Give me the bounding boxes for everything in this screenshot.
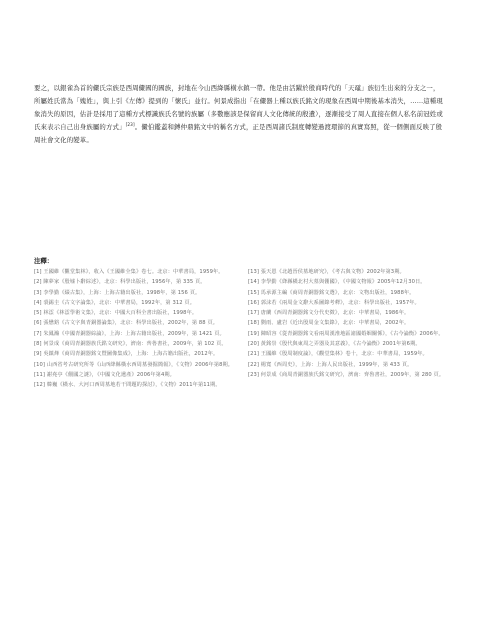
note-item: [2] 陳夢家《殷墟卜辭綜述》，北京：科學出版社，1956年，第 335 頁。 — [34, 279, 206, 286]
note-item: [22] 楊寬《西周史》，上海：上海人民出版社，1999年，第 433 頁。 — [248, 361, 413, 368]
note-item: [8] 何景成《商周青銅器族氏銘文研究》，濟南：齊魯書社，2009年，第 102 頁。 — [34, 341, 227, 348]
main-text-part1: 要之，以銀雀為首的儼氏宗族是西周儼國的國族，封地在今山西絳縣橫水鎮一帶。他是由活躍於殷商時代的「天黿」族衍生出來的分支之一，所屬姓氏當為「媿姓」，與上引《左傳》提到的「懷氏」並行。何景成指出「在儼器上種以族氏銘文的現象在西周中期後基本消失，……這種現象消失的原因，估計是採用了這種方式標識族氏名號的族屬（多數應該是保留商人文化傳統的殷遺），逐漸接受了周人直接在個人私名前冠姓或氏來表示自己出身族屬的方式」 — [34, 84, 443, 132]
main-text-part2: 。儼伯鑑蓋和鎛仲鼎銘文中的稱名方式，正是西周諸氏制度轉變過渡環節的真實寫照，從一個側面反映了殷周社會文化的變革。 — [34, 123, 443, 145]
note-item: [7] 朱鳳瀚《中國青銅器綜論》，上海：上海古籍出版社，2009年，第 1421 頁。 — [34, 330, 225, 337]
note-item: [21] 王國維《殷周制度論》，《觀堂集林》卷十，北京：中華書局，1959年。 — [248, 351, 428, 358]
note-item: [6] 張懋鎔《古文字與青銅器論集》，北京：科學出版社，2002年，第 88 頁。 — [34, 320, 219, 327]
note-item: [1] 王國維《觀堂集林》，收入《王國維全集》卷七。北京：中華書局，1959年。 — [34, 269, 224, 275]
note-item: [14] 李學勤《絳縣橫北村大墓與倗國》，《中國文物報》2005年12月30日。 — [248, 279, 426, 286]
note-item: [23] 何景成《商周青銅器族氏銘文研究》，濟南：齊魯書社，2009年，第 280 頁。 — [248, 371, 445, 378]
footnote-ref[interactable]: [23] — [125, 122, 135, 128]
notes-title: 注釋： — [34, 257, 54, 265]
note-item: [17] 唐蘭《西周青銅器銘文分代史徵》，北京：中華書局，1986年。 — [248, 310, 410, 317]
note-item: [3] 李學勤《綴古集》，上海：上海古籍出版社，1998年，第 156 頁。 — [34, 289, 201, 296]
note-item: [16] 郭沫若《兩周金文辭大系圖錄考釋》，北京：科學出版社，1957年。 — [248, 299, 420, 306]
note-item: [12] 韓巍《橫水、大河口西周墓地若干問題的探討》，《文物》2011年第11期。 — [34, 382, 221, 389]
notes-left-column — [34, 267, 237, 391]
note-item: [15] 馬承源主編《商周青銅器銘文選》，北京：文物出版社，1988年。 — [248, 289, 415, 296]
note-item: [19] 陳昭容《從青銅器銘文看兩周漢淮地區諸國婚姻關係》，《古今論衡》2006年。 — [248, 330, 444, 337]
note-item: [9] 吳鎮烽《商周青銅器銘文暨圖像集成》，上海：上海古籍出版社，2012年。 — [34, 351, 219, 358]
note-item: [13] 張天恩《北趙晉侯墓地研究》，《考古與文物》2002年第3期。 — [248, 269, 405, 275]
note-item: [18] 劉雨、盧岩《近出殷周金文集錄》，北京：中華書局，2002年。 — [248, 320, 410, 327]
main-paragraph — [34, 82, 445, 147]
note-item: [20] 黃銘崇《殷代與東周之弄器及其意義》，《古今論衡》2001年第6期。 — [248, 341, 421, 348]
notes-section — [34, 256, 446, 391]
notes-right-column — [248, 267, 446, 391]
notes-columns — [34, 267, 446, 391]
note-item: [5] 林澐《林澐學術文集》，北京：中國大百科全書出版社，1998年。 — [34, 310, 198, 317]
note-item: [4] 裘錫圭《古文字論集》，北京：中華書局，1992年，第 312 頁。 — [34, 299, 195, 306]
note-item: [10] 山西省考古研究所等《山西絳縣橫水西周墓發掘簡報》，《文物》2006年第8期。 — [34, 361, 234, 368]
main-text — [34, 82, 445, 147]
note-item: [11] 謝堯亭《倗國之謎》，《中國文化遺產》2006年第4期。 — [34, 371, 175, 378]
